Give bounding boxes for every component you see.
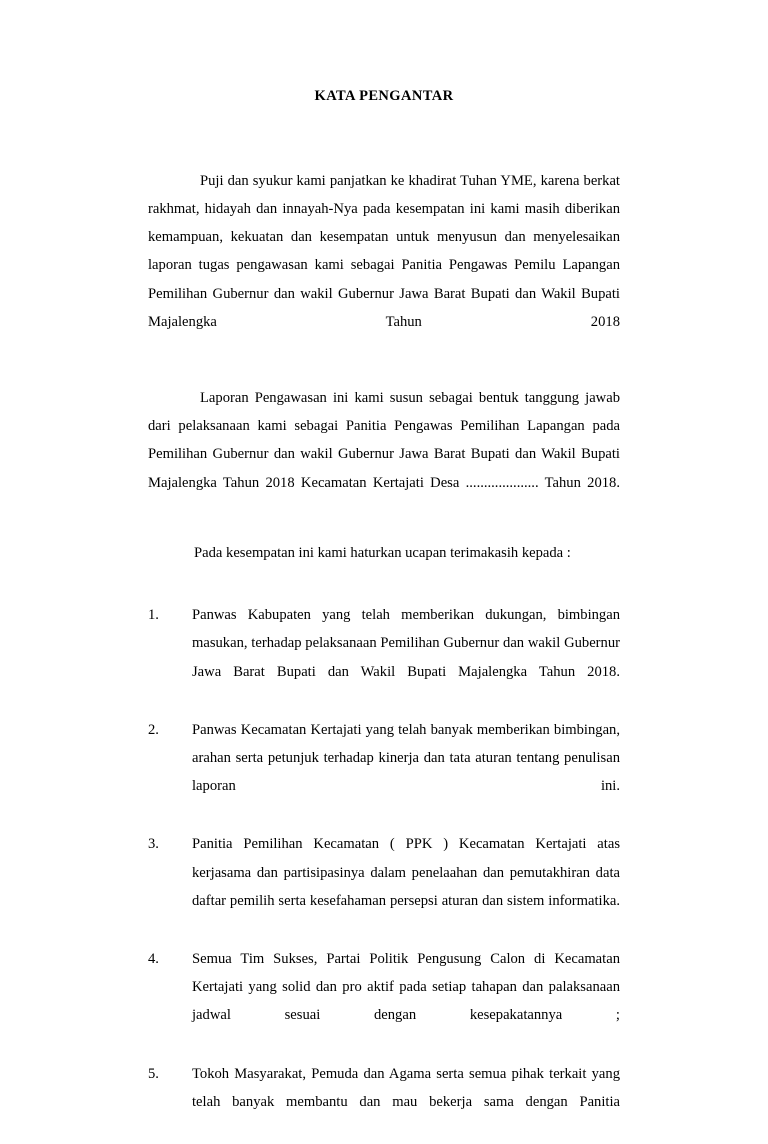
paragraph-spacer [148, 373, 620, 384]
list-item [148, 601, 620, 714]
acknowledgement-list [148, 601, 620, 1144]
list-item-text: Tokoh Masyarakat, Pemuda dan Agama serta semua pihak terkait yang telah banyak membantu dan mau bekerja sama dengan Panitia [192, 1065, 620, 1110]
list-item-text: Panwas Kecamatan Kertajati yang telah banyak memberikan bimbingan, arahan serta petunjuk terhadap kinerja dan tata aturan tentang penulisan laporan ini. [192, 721, 620, 795]
list-item [148, 945, 620, 1058]
list-item-number: 5. [148, 1065, 159, 1082]
paragraph-1: Puji dan syukur kami panjatkan ke khadirat Tuhan YME, karena berkat rakhmat, hidayah dan innayah-Nya pada kesempatan ini kami masih diberikan kemampuan, kekuatan dan kesempatan untuk menyusun dan menyelesaikan laporan tugas pengawasan kami sebagai Panitia Pengawas Pemilu Lapangan Pemilihan Gubernur dan wakil Gubernur Jawa Barat Bupati dan Wakil Bupati Majalengka Tahun 2018 [148, 173, 620, 330]
list-item-number: 3. [148, 836, 159, 853]
list-item-number: 2. [148, 721, 159, 738]
page-title: KATA PENGANTAR [314, 88, 454, 104]
list-item-text: Panwas Kabupaten yang telah memberikan dukungan, bimbingan masukan, terhadap pelaksanaan Pemilihan Gubernur dan wakil Gubernur Jawa Barat Bupati dan Wakil Bupati Majalengka Tahun 2018. [192, 607, 620, 680]
list-item [148, 1060, 620, 1144]
list-item-number: 1. [148, 607, 159, 624]
list-item [148, 830, 620, 943]
list-item-text: Panitia Pemilihan Kecamatan ( PPK ) Kecamatan Kertajati atas kerjasama dan partisipasinya dalam penelaahan dan pemutakhiran data daftar pemilih serta kesefahaman persepsi aturan dan sistem informatika. [192, 836, 620, 909]
list-item-number: 4. [148, 951, 159, 968]
paragraph-2: Laporan Pengawasan ini kami susun sebagai bentuk tanggung jawab dari pelaksanaan kami sebagai Panitia Pengawas Pemilihan Lapangan pada Pemilihan Gubernur dan wakil Gubernur Jawa Barat Bupati dan Wakil Bupati Majalengka Tahun 2018 Kecamatan Kertajati Desa .................... Tahun 2018. [148, 390, 620, 491]
thanks-lead-in: Pada kesempatan ini kami haturkan ucapan terimakasih kepada : [194, 544, 571, 561]
list-item-text: Semua Tim Sukses, Partai Politik Pengusung Calon di Kecamatan Kertajati yang solid dan pro aktif pada setiap tahapan dan palaksanaan jadwal sesuai dengan kesepakatannya ; [192, 951, 620, 1024]
list-item [148, 716, 620, 829]
